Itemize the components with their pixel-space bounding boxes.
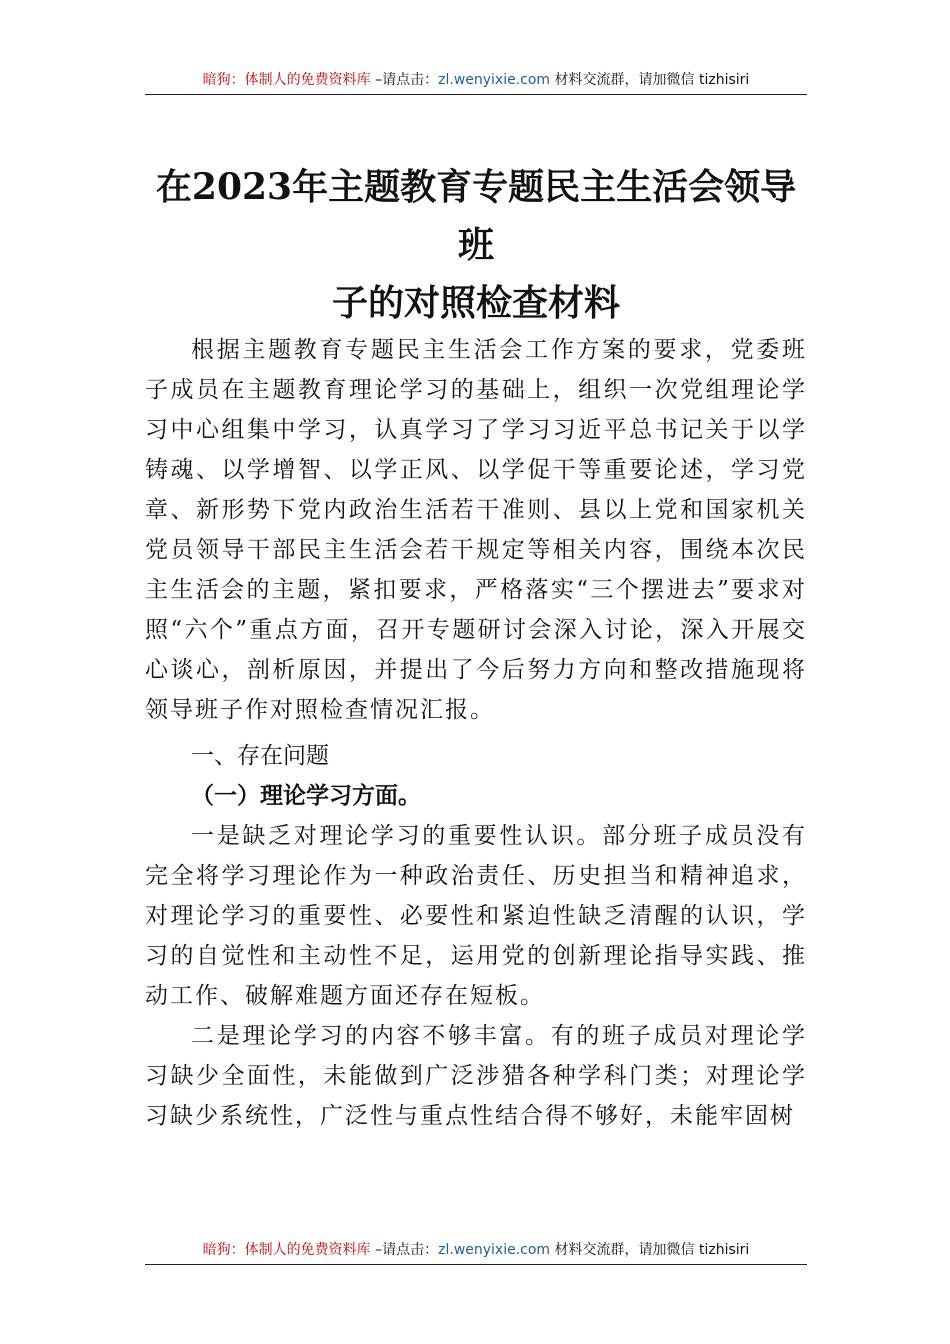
banner-site-name: 暗狗：体制人的免费资料库 [202, 72, 371, 88]
banner-link[interactable]: zl.wenyixie.com [438, 72, 551, 88]
banner-wechat-note: 材料交流群，请加微信 tizhisiri [550, 72, 750, 88]
section-heading: 一、存在问题 [191, 743, 329, 769]
document-body [145, 330, 807, 1136]
banner-site-name: 暗狗：体制人的免费资料库 [202, 1242, 371, 1258]
banner-wechat-note: 材料交流群，请加微信 tizhisiri [550, 1242, 750, 1258]
footer-banner [145, 1240, 807, 1260]
point-1-paragraph: 一是缺乏对理论学习的重要性认识。部分班子成员没有完全将学习理论作为一种政治责任、历史担当和精神追求，对理论学习的重要性、必要性和紧迫性缺乏清醒的认识，学习的自觉性和主动性不足，运用党的创新理论指导实践、推动工作、破解难题方面还存在短板。 [145, 823, 807, 1009]
footer-rule [145, 1264, 807, 1265]
header-banner [145, 70, 807, 90]
banner-link[interactable]: zl.wenyixie.com [438, 1242, 551, 1258]
title-line-1: 在2023年主题教育专题民主生活会领导班 [155, 166, 797, 266]
intro-paragraph: 根据主题教育专题民主生活会工作方案的要求，党委班子成员在主题教育理论学习的基础上，组织一次党组理论学习中心组集中学习，认真学习了学习习近平总书记关于以学铸魂、以学增智、以学正风、以学促干等重要论述，学习党章、新形势下党内政治生活若干准则、县以上党和国家机关党员领导干部民主生活会若干规定等相关内容，围绕本次民主生活会的主题，紧扣要求，严格落实“三个摆进去”要求对照“六个”重点方面，召开专题研讨会深入讨论，深入开展交心谈心，剖析原因，并提出了今后努力方向和整改措施现将领导班子作对照检查情况汇报。 [145, 337, 807, 723]
subsection-heading: （一）理论学习方面。 [191, 782, 421, 809]
header-rule [145, 94, 807, 95]
banner-click-prompt: –请点击： [370, 72, 439, 88]
title-line-2: 子的对照检查材料 [331, 282, 620, 324]
point-2-paragraph: 二是理论学习的内容不够丰富。有的班子成员对理论学习缺少全面性，未能做到广泛涉猎各种学科门类；对理论学习缺少系统性，广泛性与重点性结合得不够好，未能牢固树 [145, 1023, 807, 1129]
document-title [145, 158, 807, 332]
banner-click-prompt: –请点击： [370, 1242, 439, 1258]
